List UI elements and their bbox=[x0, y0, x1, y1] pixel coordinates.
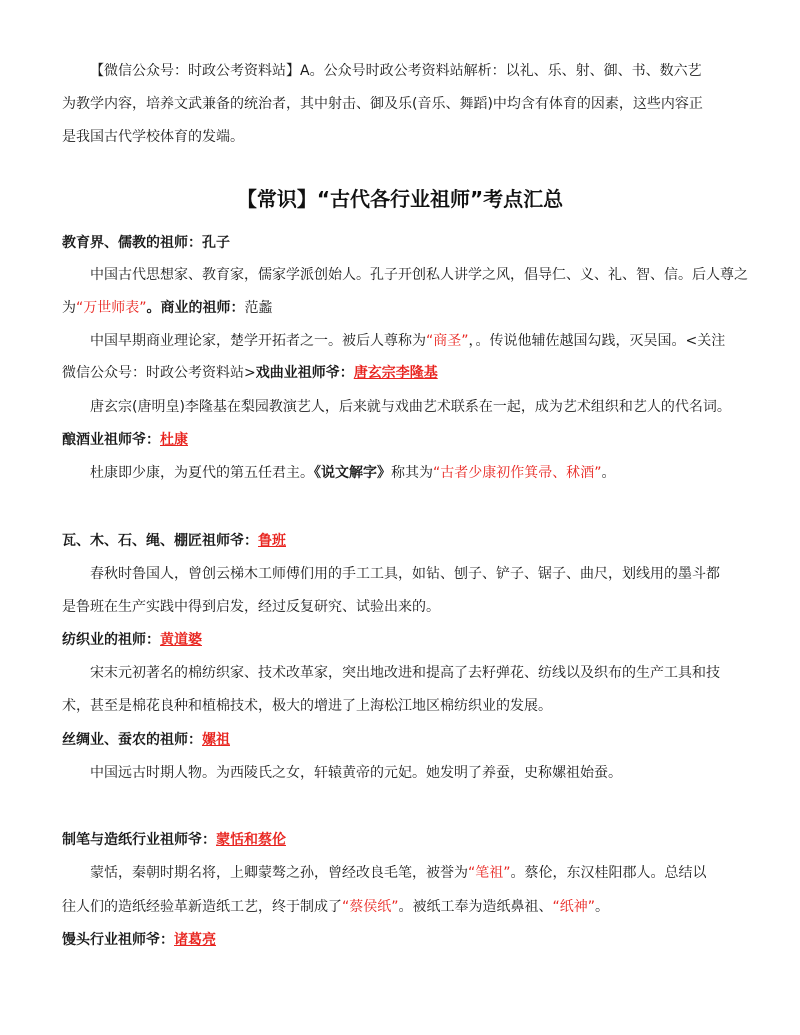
heading-carpentry bbox=[62, 530, 740, 552]
paper-line-1-post: 。蔡伦，东汉桂阳郡人。总结以 bbox=[510, 865, 707, 881]
huangdaopo-line-1: 宋末元初著名的棉纺织家、技术改革家，突出地改进和提高了去籽弹花、纺线以及织布的生产工具和技 bbox=[90, 665, 720, 681]
paper-line-2 bbox=[62, 896, 740, 918]
highlight-zhishen: “纸神” bbox=[552, 899, 596, 915]
heading-brewing-text: 酿酒业祖师爷： bbox=[62, 432, 160, 448]
commerce-founder-name: 范蠡 bbox=[244, 300, 273, 316]
heading-carpentry-text: 瓦、木、石、绳、棚匠祖师爷： bbox=[62, 533, 258, 549]
dukang-line-1-post: 。 bbox=[601, 465, 616, 481]
highlight-caihouzhi: “蔡侯纸” bbox=[342, 899, 399, 915]
paper-line-2-pre: 往人们的造纸经验革新造纸工艺，终于制成了 bbox=[62, 899, 342, 915]
fanli-line-1 bbox=[90, 330, 740, 352]
heading-mantou bbox=[62, 929, 740, 951]
heading-commerce: 商业的祖师： bbox=[160, 300, 245, 316]
heading-textile bbox=[62, 629, 740, 651]
dukang-line-1-pre: 杜康即少康，为夏代的第五任君主。 bbox=[90, 465, 314, 481]
heading-paper bbox=[62, 829, 740, 851]
paper-line-1-pre: 蒙恬，秦朝时期名将，上卿蒙骜之孙，曾经改良毛笔，被誉为 bbox=[90, 865, 468, 881]
heading-brewing bbox=[62, 429, 740, 451]
confucius-line-2-post: 。 bbox=[146, 300, 161, 316]
leizu-line-1: 中国远古时期人物。为西陵氏之女，轩辕黄帝的元妃。她发明了养蚕，史称嫘祖始蚕。 bbox=[90, 765, 622, 781]
textile-founder-name: 黄道婆 bbox=[160, 632, 202, 648]
confucius-line-1: 中国古代思想家、教育家，儒家学派创始人。孔子开创私人讲学之风，倡导仁、义、礼、智、信。后人尊之 bbox=[90, 267, 748, 283]
heading-opera: 戏曲业祖师爷： bbox=[255, 365, 354, 381]
dukang-line-1-mid: 称其为 bbox=[391, 465, 433, 481]
highlight-shangsheng: “商圣” bbox=[426, 333, 469, 349]
carpentry-founder-name: 鲁班 bbox=[258, 533, 286, 549]
highlight-bizu: “笔祖” bbox=[468, 865, 511, 881]
heading-confucius bbox=[62, 232, 740, 254]
brewing-founder-name: 杜康 bbox=[160, 432, 188, 448]
paper-line-1 bbox=[90, 862, 740, 884]
huangdaopo-line-2: 术，甚至是棉花良种和植棉技术，极大的增进了上海松江地区棉纺织业的发展。 bbox=[62, 698, 552, 714]
silk-founder-name: 嫘祖 bbox=[202, 732, 230, 748]
heading-silk-text: 丝绸业、蚕农的祖师： bbox=[62, 732, 202, 748]
highlight-shaokang-quote: “古者少康初作箕帚、秫酒” bbox=[433, 465, 602, 481]
mantou-founder-name: 诸葛亮 bbox=[174, 932, 216, 948]
fanli-line-2 bbox=[62, 362, 740, 384]
confucius-line-2-pre: 为 bbox=[62, 300, 76, 316]
heading-confucius-text: 教育界、儒教的祖师：孔子 bbox=[62, 235, 230, 251]
confucius-line-2 bbox=[62, 297, 740, 319]
xuanzong-line-1: 唐玄宗(唐明皇)李隆基在梨园教演艺人，后来就与戏曲艺术联系在一起，成为艺术组织和艺人的代名词。 bbox=[90, 399, 731, 415]
luban-line-2: 是鲁班在生产实践中得到启发，经过反复研究、试验出来的。 bbox=[62, 599, 440, 615]
intro-line-3: 是我国古代学校体育的发端。 bbox=[62, 129, 244, 145]
paper-founder-name: 蒙恬和蔡伦 bbox=[216, 832, 286, 848]
heading-textile-text: 纺织业的祖师： bbox=[62, 632, 160, 648]
intro-line-1: 【微信公众号：时政公考资料站】A。公众号时政公考资料站解析：以礼、乐、射、御、书、数六艺 bbox=[90, 63, 702, 79]
paper-line-2-mid: 。被纸工奉为造纸鼻祖、 bbox=[398, 899, 553, 915]
opera-founder-name: 唐玄宗李隆基 bbox=[353, 365, 438, 381]
heading-silk bbox=[62, 729, 740, 751]
paper-line-2-post: 。 bbox=[595, 899, 610, 915]
fanli-line-2-pre: 微信公众号：时政公考资料站> bbox=[62, 365, 256, 381]
intro-line-2: 为教学内容，培养文武兼备的统治者，其中射击、御及乐(音乐、舞蹈)中均含有体育的因素，这些内容正 bbox=[62, 96, 703, 112]
book-shuowen-jiezi: 《说文解字》 bbox=[314, 465, 391, 481]
fanli-line-1-pre: 中国早期商业理论家，楚学开拓者之一。被后人尊称为 bbox=[90, 333, 426, 349]
fanli-line-1-post: ，。传说他辅佐越国勾践，灭吴国。<关注 bbox=[468, 333, 726, 349]
page-title: 【常识】“古代各行业祖师”考点汇总 bbox=[236, 187, 564, 211]
highlight-wanshi-shibiao: “万世师表” bbox=[76, 300, 147, 316]
dukang-line-1 bbox=[90, 462, 740, 484]
heading-paper-text: 制笔与造纸行业祖师爷： bbox=[62, 832, 216, 848]
heading-mantou-text: 馒头行业祖师爷： bbox=[62, 932, 174, 948]
luban-line-1: 春秋时鲁国人，曾创云梯木工师傅们用的手工工具，如钻、刨子、铲子、锯子、曲尺，划线用的墨斗都 bbox=[90, 566, 720, 582]
